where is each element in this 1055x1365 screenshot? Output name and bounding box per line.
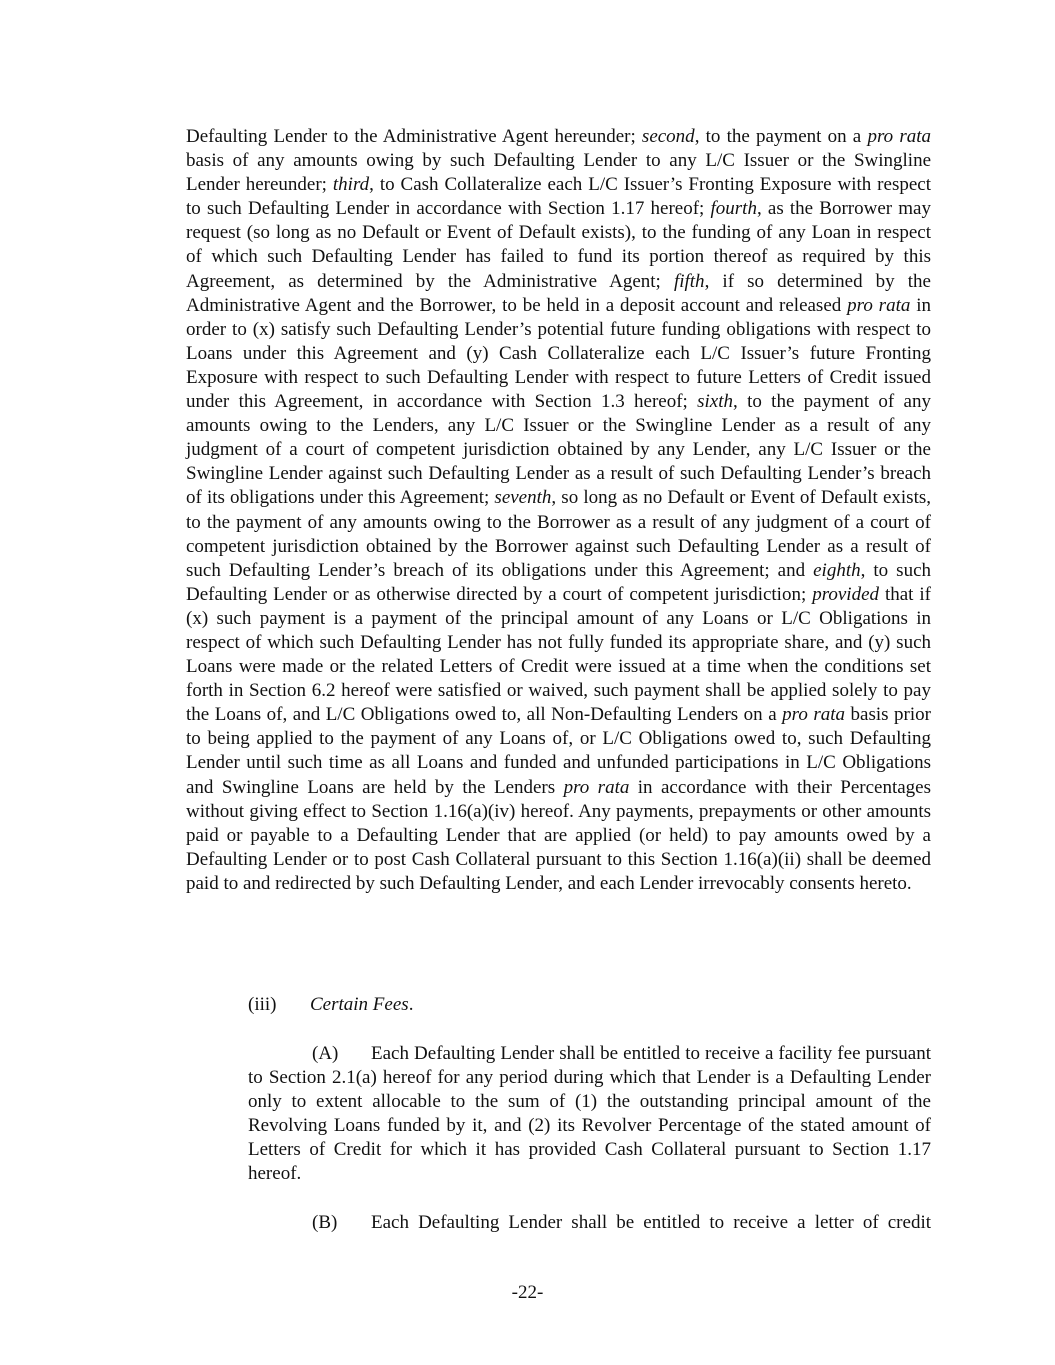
paragraph-b-label: (B) bbox=[312, 1212, 338, 1233]
italic-term: fourth bbox=[710, 198, 757, 220]
paragraph-b bbox=[248, 1211, 931, 1235]
paragraph-a-text: Each Defaulting Lender shall be entitled to receive a facility fee pursuant to Section 2.1(a) hereof for any period during which that Lender is a Defaulting Lender only to extent allocable to the sum of (1) the outstanding principal amount of the Revolving Loans funded by it, and (2) its Revolver Percentage of the stated amount of Letters of Credit for which it has provided Cash Collateral pursuant to Section 1.17 hereof. bbox=[248, 1043, 931, 1185]
text-run: , as the Borrower may request (so long as no Default or Event of Default exists), to the funding of any Loan in respect of which such Defaulting Lender has failed to fund its portion thereof as required by this Agreement, as determined by the Administrative Agent; bbox=[186, 198, 931, 292]
text-run: , so long as no Default or Event of Default exists, to the payment of any amounts owing to the Borrower as a result of any judgment of a court of competent jurisdiction obtained by the Borrower against such Defaulting Lender as a result of such Defaulting Lender’s breach of its obligations under this Agreement; and bbox=[186, 487, 931, 581]
paragraph-b-text: Each Defaulting Lender shall be entitled to receive a letter of credit bbox=[371, 1212, 931, 1233]
paragraph-a bbox=[248, 1042, 931, 1187]
italic-term: pro rata bbox=[867, 126, 931, 147]
text-run: , to Cash Collateralize each L/C Issuer’s Fronting Exposure with respect to such Defaulting Lender in accordance with Section 1.17 hereof; bbox=[186, 174, 931, 220]
text-run: , to such Defaulting Lender or as otherwise directed by a court of competent jurisdiction; bbox=[186, 559, 932, 605]
italic-term: second bbox=[641, 126, 695, 147]
italic-term: eighth bbox=[813, 559, 861, 581]
paragraph-a-label: (A) bbox=[312, 1043, 339, 1064]
text-run: basis prior to being applied to the payment of any Loans of, or L/C Obligations owed to, such Defaulting Lender until such time as all Loans and funded and unfunded participations in L/C Obligations and Swingline Loans are held by the Lenders bbox=[186, 704, 931, 798]
italic-term: pro rata bbox=[847, 294, 911, 316]
italic-term: seventh bbox=[494, 487, 552, 509]
italic-term: sixth bbox=[697, 391, 734, 413]
italic-term: provided bbox=[812, 583, 880, 605]
section-iii-title: Certain Fees bbox=[310, 994, 409, 1015]
italic-term: third bbox=[332, 174, 370, 196]
text-run: in order to (x) satisfy such Defaulting Lender’s potential future funding obligations with respect to Loans under this Agreement and (y) Cash Collateralize each L/C Issuer’s future Fronting Exposure with respect to such Defaulting Lender with respect to future Letters of Credit issued under this Agreement, in accordance with Section 1.3 hereof; bbox=[186, 294, 931, 413]
text-run: , to the payment of any amounts owing to the Lenders, any L/C Issuer or the Swingline Lender as a result of any judgment of a court of competent jurisdiction obtained by any Lender, any L/C Issuer or the Swingline Lender against such Defaulting Lender as a result of such Defaulting Lender’s breach of its obligations under this Agreement; bbox=[186, 391, 931, 509]
section-iii-heading bbox=[248, 993, 413, 1017]
main-paragraph bbox=[186, 125, 931, 896]
text-run: in accordance with their Percentages without giving effect to Section 1.16(a)(iv) hereof. Any payments, prepayments or other amounts paid or payable to a Defaulting Lender that are applied (or held) to pay amounts owed by a Defaulting Lender or to post Cash Collateral pursuant to this Section 1.16(a)(ii) shall be deemed paid to and redirected by such Defaulting Lender, and each Lender irrevocably consents hereto. bbox=[186, 776, 931, 894]
page-number: -22- bbox=[511, 1282, 544, 1303]
section-iii-title-suffix: . bbox=[408, 994, 414, 1015]
italic-term: pro rata bbox=[563, 776, 630, 798]
italic-term: fifth bbox=[673, 270, 705, 292]
text-run: that if (x) such payment is a payment of the principal amount of any Loans or L/C Obligations in respect of which such Defaulting Lender has not fully funded its appropriate share, and (y) such Loans were made or the related Letters of Credit were issued at a time when the conditions set forth in Section 6.2 hereof were satisfied or waived, such payment shall be applied solely to pay the Loans of, and L/C Obligations owed to, all Non-Defaulting Lenders on a bbox=[186, 583, 931, 726]
text-run: , to the payment on a bbox=[694, 126, 868, 147]
section-iii-number: (iii) bbox=[248, 994, 277, 1015]
text-run: , if so determined by the Administrative Agent and the Borrower, to be held in a deposit account and released bbox=[186, 270, 931, 316]
italic-term: pro rata bbox=[782, 704, 846, 726]
text-run: basis of any amounts owing by such Defaulting Lender to any L/C Issuer or the Swingline Lender hereunder; bbox=[186, 150, 931, 196]
text-run: Defaulting Lender to the Administrative Agent hereunder; bbox=[186, 126, 642, 147]
